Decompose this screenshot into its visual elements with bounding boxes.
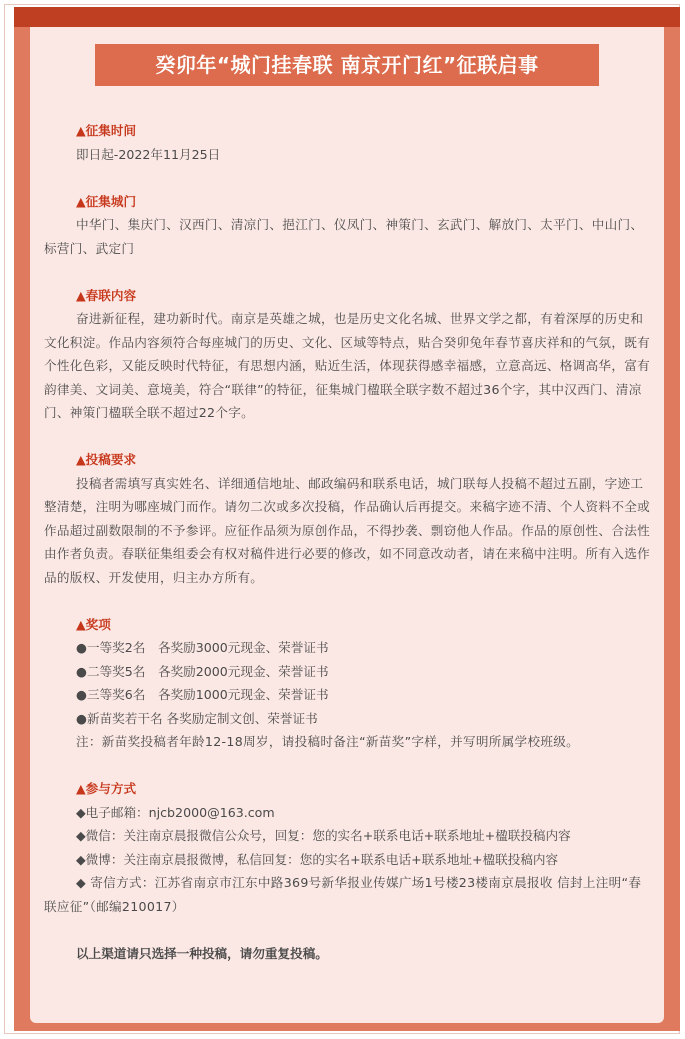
section-heading-content: ▲春联内容 xyxy=(76,287,137,303)
awards-note: 注：新苗奖投稿者年龄12-18周岁，请投稿时备注“新苗奖”字样，并写明所属学校班级。 xyxy=(76,734,580,749)
page-title: 癸卯年“城门挂春联 南京开门红”征联启事 xyxy=(95,44,599,86)
section-heading-participation: ▲参与方式 xyxy=(76,781,137,796)
participation-wechat: ◆微信：关注南京晨报微信公众号，回复：您的实名+联系电话+联系地址+楹联投稿内容 xyxy=(76,828,571,843)
participation-mail: ◆ 寄信方式：江苏省南京市江东中路369号新华报业传媒广场1号楼23楼南京晨报收 信封上注明“春联应征”（邮编210017） xyxy=(44,875,642,914)
award-item: ●新苗奖若干名 各奖励定制文创、荣誉证书 xyxy=(76,710,318,726)
section-heading-time: ▲征集时间 xyxy=(76,123,137,138)
participation-weibo: ◆微博：关注南京晨报微博，私信回复：您的实名+联系电话+联系地址+楹联投稿内容 xyxy=(76,851,559,867)
section-heading-awards: ▲奖项 xyxy=(76,616,111,632)
award-item: ●一等奖2名 各奖励3000元现金、荣誉证书 xyxy=(76,640,329,655)
award-item: ●三等奖6名 各奖励1000元现金、荣誉证书 xyxy=(76,687,329,702)
notice-body xyxy=(44,119,652,965)
gates-text: 中华门、集庆门、汉西门、清凉门、挹江门、仪凤门、神策门、玄武门、解放门、太平门、中山门、标营门、武定门 xyxy=(44,217,644,256)
closing-note: 以上渠道请只选择一种投稿，请勿重复投稿。 xyxy=(76,945,328,961)
award-item: ●二等奖5名 各奖励2000元现金、荣誉证书 xyxy=(76,663,329,679)
time-text: 即日起-2022年11月25日 xyxy=(76,146,221,162)
content-text: 奋进新征程，建功新时代。南京是英雄之城，也是历史文化名城、世界文学之都，有着深厚的历史和文化积淀。作品内容须符合每座城门的历史、文化、区域等特点，贴合癸卯兔年春节喜庆祥和的气氛，既有个性化色彩，又能反映时代特征，有思想内涵，贴近生活，体现获得感幸福感，立意高远、格调高华，富有韵律美、文词美、意境美，符合“联律”的特征，征集城门楹联全联字数不超过36个字，其中汉西门、清凉门、神策门楹联全联不超过22个字。 xyxy=(44,311,651,420)
section-heading-gates: ▲征集城门 xyxy=(76,193,137,209)
participation-email: ◆电子邮箱：njcb2000@163.com xyxy=(76,804,275,820)
requirements-text: 投稿者需填写真实姓名、详细通信地址、邮政编码和联系电话，城门联每人投稿不超过五副，字迹工整清楚，注明为哪座城门而作。请勿二次或多次投稿，作品确认后再提交。来稿字迹不清、个人资料不全或作品超过副数限制的不予参评。应征作品须为原创作品，不得抄袭、剽窃他人作品。作品的原创性、合法性由作者负责。春联征集组委会有权对稿件进行必要的修改，如不同意改动者，请在来稿中注明。所有入选作品的版权、开发使用，归主办方所有。 xyxy=(44,475,651,585)
section-heading-requirements: ▲投稿要求 xyxy=(76,452,137,467)
top-banner-bar xyxy=(14,7,680,27)
